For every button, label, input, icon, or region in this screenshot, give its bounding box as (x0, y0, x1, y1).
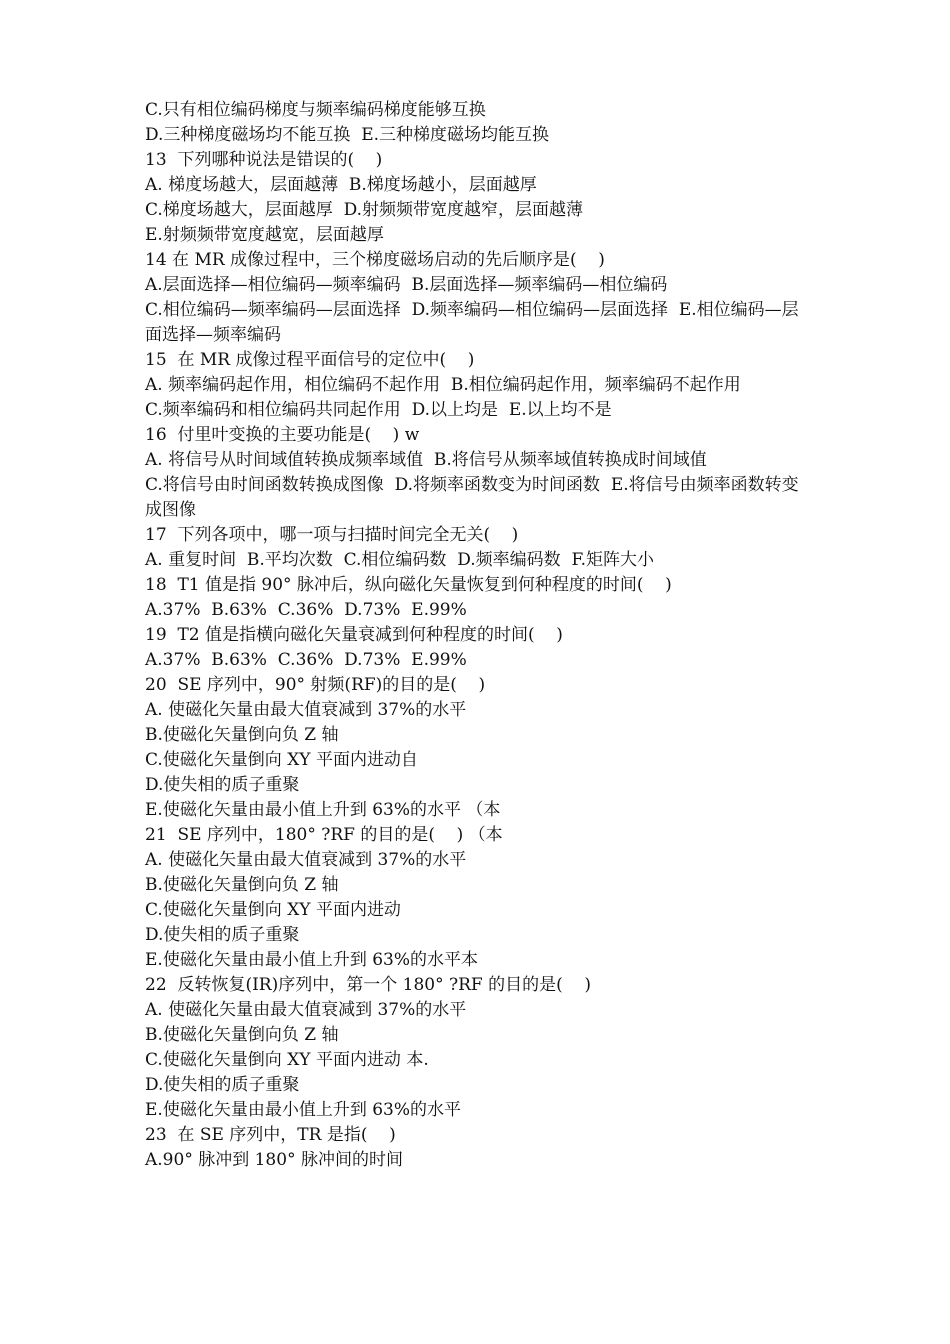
text-line: C.使磁化矢量倒向 XY 平面内进动 (145, 900, 401, 920)
text-line: C.相位编码—频率编码—层面选择 D.频率编码—相位编码—层面选择 E.相位编码—层面选择—频率编码 (145, 300, 799, 345)
question-21: 21 SE 序列中，180° ?RF 的目的是( ) （本 (145, 825, 503, 845)
question-22: 22 反转恢复(IR)序列中，第一个 180° ?RF 的目的是( ) (145, 975, 591, 995)
text-line: A.层面选择—相位编码—频率编码 B.层面选择—频率编码—相位编码 (145, 275, 668, 295)
question-18: 18 T1 值是指 90° 脉冲后，纵向磁化矢量恢复到何种程度的时间( ) (145, 575, 672, 595)
text-line: A. 将信号从时间域值转换成频率域值 B.将信号从频率域值转换成时间域值 (145, 450, 707, 470)
question-17: 17 下列各项中，哪一项与扫描时间完全无关( ) (145, 525, 519, 545)
text-line: A. 梯度场越大，层面越薄 B.梯度场越小，层面越厚 (145, 175, 537, 195)
text-line: C.将信号由时间函数转换成图像 D.将频率函数变为时间函数 E.将信号由频率函数转变成图像 (145, 475, 799, 520)
text-line: C.只有相位编码梯度与频率编码梯度能够互换 (145, 100, 486, 120)
text-line: B.使磁化矢量倒向负 Z 轴 (145, 875, 339, 895)
text-line: C.频率编码和相位编码共同起作用 D.以上均是 E.以上均不是 (145, 400, 612, 420)
text-line: D.使失相的质子重聚 (145, 925, 300, 945)
text-line: A. 重复时间 B.平均次数 C.相位编码数 D.频率编码数 F.矩阵大小 (145, 550, 654, 570)
text-line: C.使磁化矢量倒向 XY 平面内进动自 (145, 750, 418, 770)
question-23: 23 在 SE 序列中，TR 是指( ) (145, 1125, 396, 1145)
question-20: 20 SE 序列中，90° 射频(RF)的目的是( ) (145, 675, 486, 695)
text-line: A.37% B.63% C.36% D.73% E.99% (145, 650, 467, 670)
question-19: 19 T2 值是指横向磁化矢量衰减到何种程度的时间( ) (145, 625, 563, 645)
text-line: E.射频频带宽度越宽，层面越厚 (145, 225, 384, 245)
text-line: D.使失相的质子重聚 (145, 1075, 300, 1095)
text-line: E.使磁化矢量由最小值上升到 63%的水平 （本 (145, 800, 501, 820)
text-line: A. 频率编码起作用，相位编码不起作用 B.相位编码起作用，频率编码不起作用 (145, 375, 741, 395)
text-line: D.使失相的质子重聚 (145, 775, 300, 795)
text-line: C.梯度场越大，层面越厚 D.射频频带宽度越窄，层面越薄 (145, 200, 584, 220)
text-line: B.使磁化矢量倒向负 Z 轴 (145, 725, 339, 745)
text-line: E.使磁化矢量由最小值上升到 63%的水平 (145, 1100, 462, 1120)
question-15: 15 在 MR 成像过程平面信号的定位中( ) (145, 350, 475, 370)
question-13: 13 下列哪种说法是错误的( ) (145, 150, 383, 170)
text-line: E.使磁化矢量由最小值上升到 63%的水平本 (145, 950, 479, 970)
question-14: 14 在 MR 成像过程中，三个梯度磁场启动的先后顺序是( ) (145, 250, 605, 270)
text-line: A. 使磁化矢量由最大值衰减到 37%的水平 (145, 850, 467, 870)
text-line: A. 使磁化矢量由最大值衰减到 37%的水平 (145, 700, 467, 720)
question-16: 16 付里叶变换的主要功能是( ) w (145, 425, 420, 445)
text-line: A.37% B.63% C.36% D.73% E.99% (145, 600, 467, 620)
text-line: A. 使磁化矢量由最大值衰减到 37%的水平 (145, 1000, 467, 1020)
text-line: B.使磁化矢量倒向负 Z 轴 (145, 1025, 339, 1045)
text-line: D.三种梯度磁场均不能互换 E.三种梯度磁场均能互换 (145, 125, 550, 145)
text-line: A.90° 脉冲到 180° 脉冲间的时间 (145, 1150, 403, 1170)
document-body (145, 98, 810, 1173)
text-line: C.使磁化矢量倒向 XY 平面内进动 本. (145, 1050, 429, 1070)
